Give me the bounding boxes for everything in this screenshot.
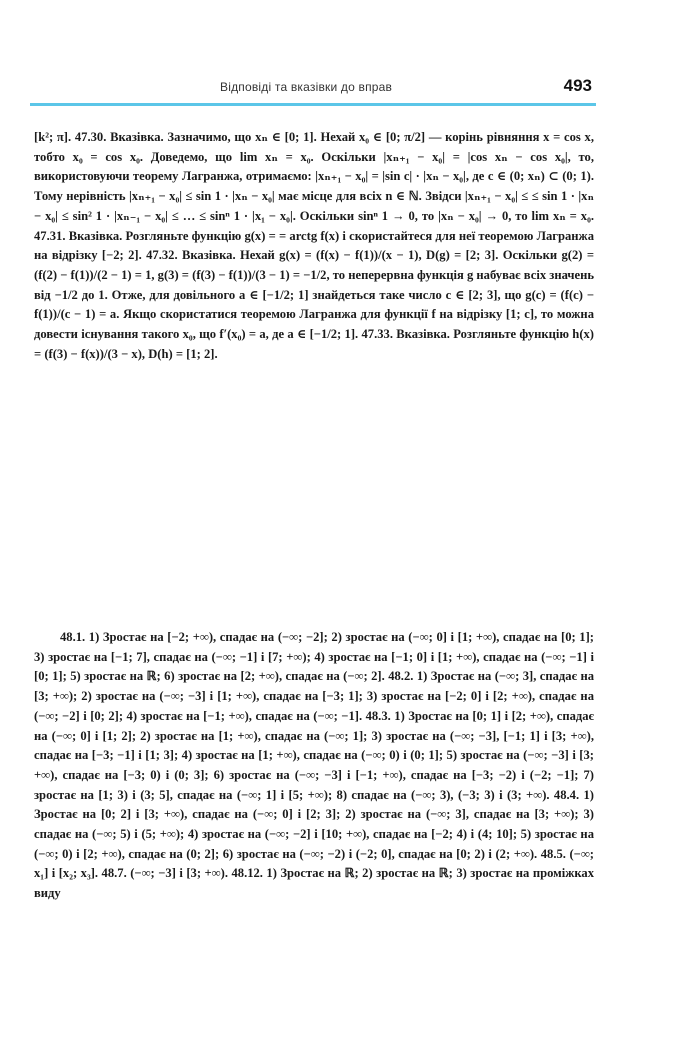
answers-paragraph-48: 48.1. 1) Зростає на [−2; +∞), спадає на (−∞; −2]; 2) зростає на (−∞; 0] і [1; +∞), спадає на [0; 1]; 3) зростає на [−1; 7], спадає на (−∞; −1] і [7; +∞); 4) зростає на [−1; 0] і [1; +∞), спадає на (−∞; −1] і [0; 1]; 5) зростає на ℝ; 6) зростає на [2; +∞), спадає на (−∞; 2]. 48.2. 1) Зростає на (−∞; 3], спадає на [3; +∞); 2) зростає на (−∞; −3] і [1; +∞), спадає на [−3; 1]; 3) зростає на [−2; 0] і [2; +∞), спадає на (−∞; −2] і [0; 2]; 4) зростає на [−1; +∞), спадає на (−∞; −1]. 48.3. 1) Зростає на [0; 1] і [2; +∞), спадає на (−∞; 0] і [1; 2]; 2) зростає на [1; +∞), спадає на (−∞; 1]; 3) зростає на (−∞; −3], [−1; 1] і [3; +∞), спадає на [−3; −1] і [1; 3]; 4) зростає на [1; +∞), спадає на (−∞; 0) і (0; 1]; 5) зростає на (−∞; −3] і [3; +∞), спадає на [−3; 0) і (0; 3]; 6) зростає на (−∞; −3] і [−1; +∞), спадає на [−3; −2) і (−2; −1]; 7) зростає на [1; 3) і (3; 5], спадає на (−∞; 1] і [5; +∞); 8) спадає на (−∞; 3), (−3; 3) і (3; +∞). 48.4. 1) Зростає на [0; 2] і [3; +∞), спадає на (−∞; 0] і [2; 3]; 2) зростає на (−∞; 3], спадає на [3; +∞); 3) спадає на (−∞; 5) і (5; +∞); 4) зростає на (−∞; −2] і [10; +∞), спадає на [−2; 4) і (4; 10]; 5) зростає на (−∞; 0) і [2; +∞), спадає на (0; 2]; 6) зростає на (−∞; −2) і (−2; 0], спадає на [0; 2) і (2; +∞). 48.5. (−∞; x₁] і [x₂; x₃]. 48.7. (−∞; −3] і [3; +∞). 48.12. 1) Зростає на ℝ; 2) зростає на ℝ; 3) зростає на проміжках виду	[34, 630, 594, 901]
page-number: 493	[563, 76, 592, 95]
answers-paragraph-47: [k²; π]. 47.30. Вказівка. Зазначимо, що xₙ ∈ [0; 1]. Нехай x₀ ∈ [0; π/2] — корінь рівняння x = cos x, тобто x₀ = cos x₀. Доведемо, що lim xₙ = x₀. Оскільки |xₙ₊₁ − x₀| = |cos xₙ − cos x₀|, то, використовуючи теорему Лагранжа, отримаємо: |xₙ₊₁ − x₀| = |sin c| · |xₙ − x₀|, де c ∈ (0; xₙ) ⊂ (0; 1). Тому нерівність |xₙ₊₁ − x₀| ≤ sin 1 · |xₙ − x₀| має місце для всіх n ∈ ℕ. Звідси |xₙ₊₁ − x₀| ≤ ≤ sin 1 · |xₙ − x₀| ≤ sin² 1 · |xₙ₋₁ − x₀| ≤ … ≤ sinⁿ 1 · |x₁ − x₀|. Оскільки sinⁿ 1 → 0, то |xₙ − x₀| → 0, то lim xₙ = x₀. 47.31. Вказівка. Розгляньте функцію g(x) = = arctg f(x) і скористайтеся для неї теоремою Лагранжа на відрізку [−2; 2]. 47.32. Вказівка. Нехай g(x) = (f(x) − f(1))/(x − 1), D(g) = [2; 3]. Оскільки g(2) = (f(2) − f(1))/(2 − 1) = 1, g(3) = (f(3) − f(1))/(3 − 1) = −1/2, то неперервна функція g набуває всіх значень від −1/2 до 1. Отже, для довільного a ∈ [−1/2; 1] знайдеться таке число c ∈ [2; 3], що g(c) = (f(c) − f(1))/(c − 1) = a. Якщо скористатися теоремою Лагранжа для функції f на відрізку [1; c], то можна довести існування такого x₀, що f′(x₀) = a, де a ∈ [−1/2; 1]. 47.33. Вказівка. Розгляньте функцію h(x) = (f(3) − f(x))/(3 − x), D(h) = [1; 2].	[34, 130, 594, 361]
running-title: Відповіді та вказівки до вправ	[220, 80, 393, 94]
page-header	[30, 76, 596, 106]
answers-body	[34, 128, 594, 904]
header-divider	[30, 103, 596, 106]
